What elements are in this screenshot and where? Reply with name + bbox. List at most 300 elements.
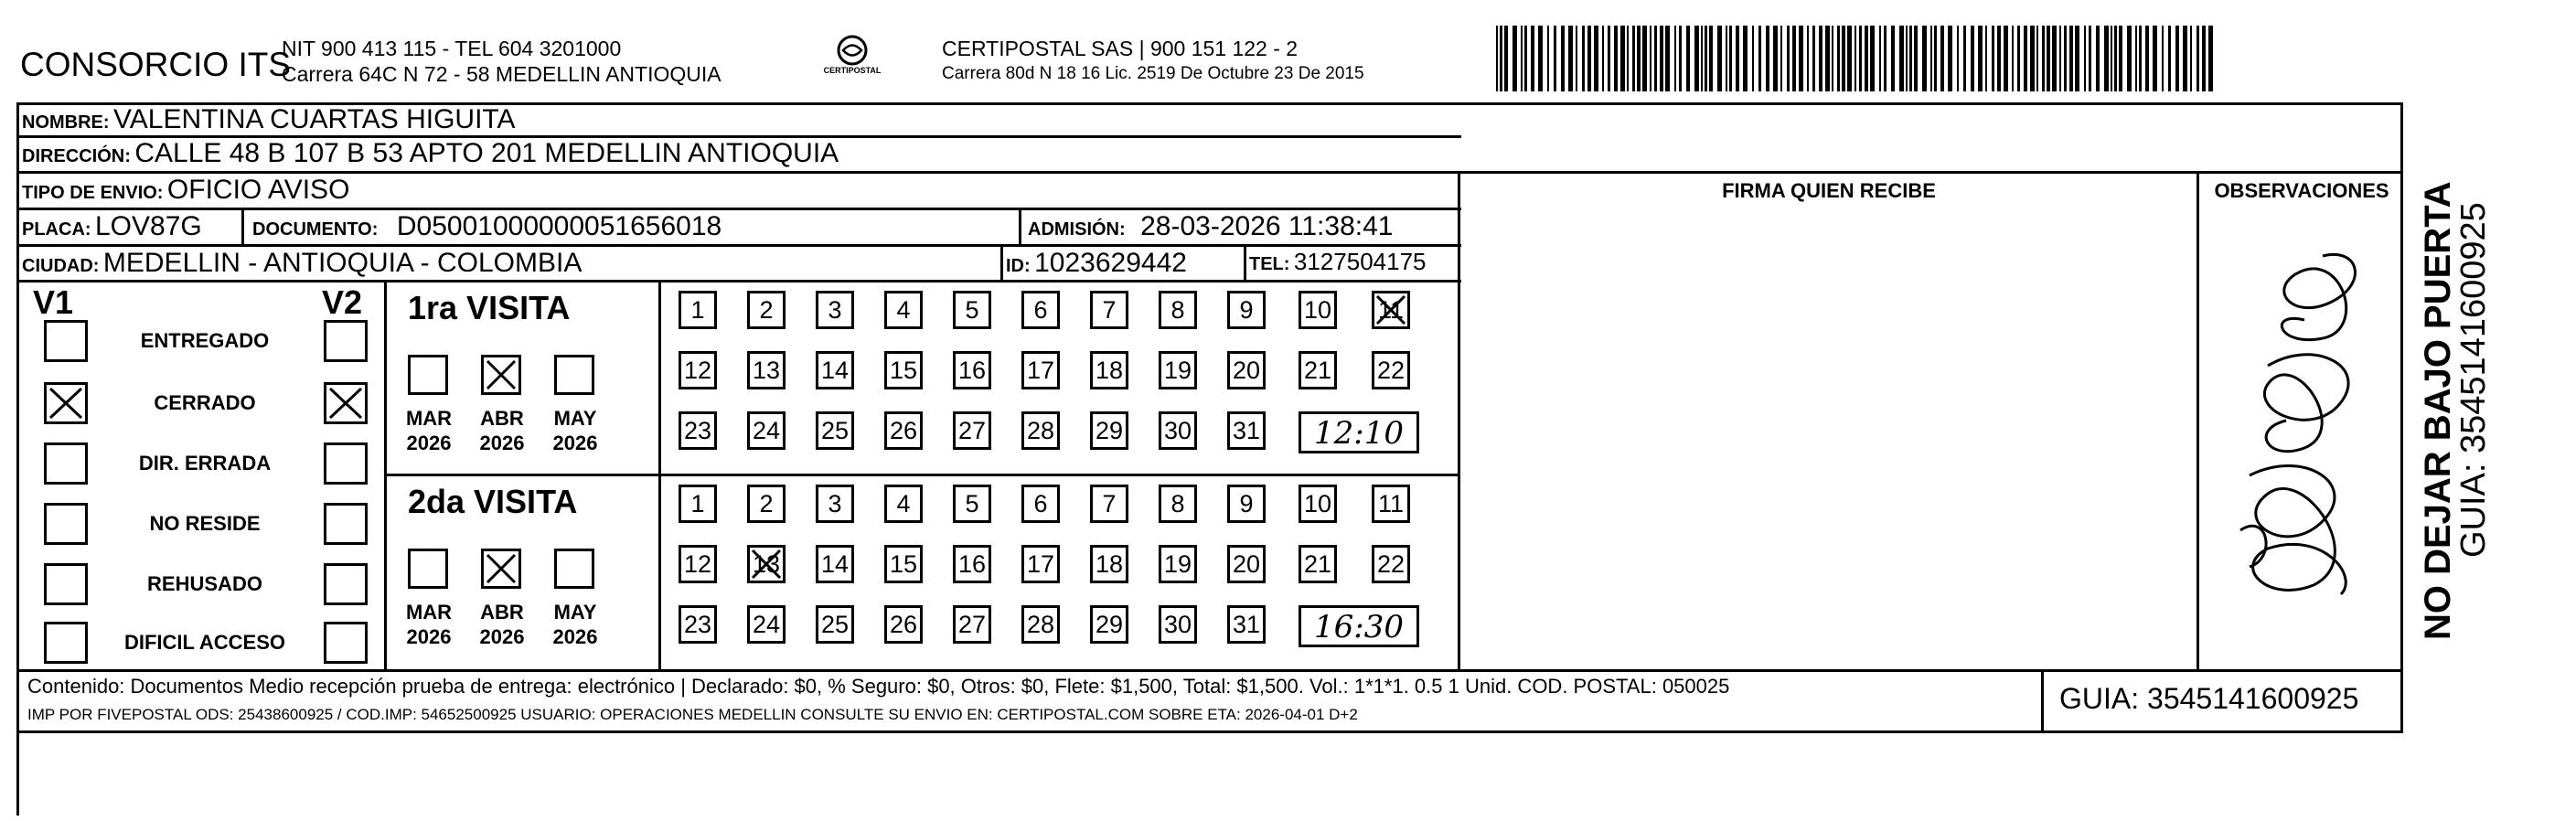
barcode-bar: [2036, 26, 2038, 91]
day-cell[interactable]: [679, 545, 717, 583]
barcode-bar: [1679, 26, 1682, 91]
month-label: [543, 406, 607, 455]
day-number: 28: [1026, 611, 1055, 638]
day-cell[interactable]: [816, 545, 854, 583]
day-cell[interactable]: [679, 411, 717, 450]
barcode-bar: [1686, 26, 1690, 91]
sender-nit-tel: NIT 900 413 115 - TEL 604 3201000: [282, 37, 622, 60]
visit-time-box[interactable]: [1299, 411, 1419, 453]
barcode-bar: [2175, 26, 2179, 91]
day-cell[interactable]: [679, 351, 717, 389]
barcode-bar: [1825, 26, 1830, 91]
day-number: 30: [1163, 611, 1192, 638]
barcode-bar: [1773, 26, 1778, 91]
footer-line2: IMP POR FIVEPOSTAL ODS: 25438600925 / COD.IMP: 54652500925 USUARIO: OPERACIONES MEDELLIN CONSULTE SU ENVIO EN: CERTIPOSTAL.COM SOBRE ETA: 2026-04-01 D+2: [27, 706, 1358, 723]
day-cell[interactable]: [1227, 545, 1266, 583]
barcode-bar: [2017, 26, 2020, 91]
day-cell[interactable]: [816, 351, 854, 389]
day-number: 25: [820, 417, 850, 444]
day-cell[interactable]: [1090, 605, 1128, 644]
status-option-label: ENTREGADO: [140, 329, 270, 352]
v2-checkbox[interactable]: [324, 503, 368, 545]
barcode-bar: [2069, 26, 2073, 91]
month-name: MAR: [405, 601, 453, 624]
barcode-bar: [1812, 26, 1815, 91]
month-label: [397, 600, 461, 649]
day-number: 10: [1303, 490, 1332, 517]
day-number: 20: [1232, 357, 1261, 384]
month-name: ABR: [480, 601, 524, 624]
barcode-bar: [1674, 26, 1676, 91]
day-cell[interactable]: [1299, 291, 1337, 329]
day-cell[interactable]: [1090, 485, 1128, 523]
day-cell[interactable]: [1021, 545, 1060, 583]
day-cell[interactable]: [1159, 605, 1197, 644]
month-label: [470, 406, 534, 455]
day-cell[interactable]: [1372, 485, 1410, 523]
day-cell[interactable]: [1227, 291, 1266, 329]
day-number: 24: [752, 417, 781, 444]
day-cell[interactable]: [679, 291, 717, 329]
barcode-bar: [1819, 26, 1822, 91]
day-cell[interactable]: [1021, 351, 1060, 389]
barcode-bar: [1934, 26, 1937, 91]
visit-title: 1ra VISITA: [408, 289, 571, 326]
barcode-bar: [1705, 26, 1707, 91]
barcode-bar: [2059, 26, 2061, 91]
barcode-bar: [1922, 26, 1927, 91]
barcode-bar: [2208, 26, 2213, 91]
v1-checkbox[interactable]: [44, 320, 88, 362]
month-name: ABR: [480, 407, 524, 430]
day-cell[interactable]: [747, 351, 786, 389]
v2-checkbox[interactable]: [324, 442, 368, 485]
barcode-bar: [1614, 26, 1618, 91]
barcode-bar: [2052, 26, 2057, 91]
barcode-bar: [1940, 26, 1944, 91]
barcode-bar: [2042, 26, 2045, 91]
day-cell[interactable]: [1090, 545, 1128, 583]
day-number: 22: [1376, 550, 1406, 578]
x-mark-icon: [750, 548, 783, 581]
barcode-bar: [1930, 26, 1932, 91]
tipo-envio-label: TIPO DE ENVIO:: [22, 183, 164, 203]
barcode-bar: [1729, 26, 1732, 91]
ciudad-label: CIUDAD:: [22, 256, 100, 276]
side-guia: GUIA: 3545141600925: [2454, 202, 2493, 558]
barcode-bar: [1531, 26, 1534, 91]
day-cell[interactable]: [816, 485, 854, 523]
day-number: 8: [1170, 296, 1185, 324]
month-year: 2026: [552, 625, 598, 648]
status-option-label: DIR. ERRADA: [138, 452, 272, 474]
barcode-bar: [1512, 26, 1517, 91]
day-cell[interactable]: [884, 291, 923, 329]
day-cell[interactable]: [1090, 411, 1128, 450]
day-number: 2: [759, 490, 774, 517]
admision-value: 28-03-2026 11:38:41: [1140, 211, 1394, 241]
day-cell[interactable]: [679, 485, 717, 523]
documento-value: D05001000000051656018: [396, 211, 722, 241]
day-cell[interactable]: [953, 485, 991, 523]
day-number: 15: [889, 550, 918, 578]
day-number: 7: [1102, 490, 1117, 517]
barcode-bar: [2202, 26, 2206, 91]
barcode-bar: [2153, 26, 2157, 91]
day-number: 16: [957, 550, 987, 578]
day-number: 10: [1303, 296, 1332, 324]
day-number: 23: [683, 611, 712, 638]
v1-checkbox[interactable]: [44, 442, 88, 485]
ciudad-value: MEDELLIN - ANTIOQUIA - COLOMBIA: [102, 248, 583, 278]
barcode-bar: [1576, 26, 1577, 91]
day-cell[interactable]: [884, 411, 923, 450]
day-cell[interactable]: [816, 291, 854, 329]
barcode-bar: [1654, 26, 1657, 91]
day-cell[interactable]: [1159, 485, 1197, 523]
day-number: 11: [1377, 296, 1405, 324]
barcode-bar: [1632, 26, 1635, 91]
v1-checkbox[interactable]: [44, 622, 88, 664]
barcode-bar: [1799, 26, 1803, 91]
month-checkbox[interactable]: [481, 355, 521, 395]
month-checkbox[interactable]: [408, 355, 448, 395]
barcode-bar: [1792, 26, 1796, 91]
month-name: MAR: [405, 407, 453, 430]
barcode-bar: [1743, 26, 1748, 91]
day-cell[interactable]: [953, 411, 991, 450]
day-cell[interactable]: [1227, 351, 1266, 389]
day-cell[interactable]: [1372, 291, 1410, 329]
carrier-line2: Carrera 80d N 18 16 Lic. 2519 De Octubre 23 De 2015: [942, 64, 1364, 83]
day-number: 16: [957, 357, 987, 384]
barcode-bar: [1837, 26, 1840, 91]
day-number: 26: [889, 611, 918, 638]
barcode-bar: [1963, 26, 1966, 91]
day-cell[interactable]: [884, 351, 923, 389]
day-number: 23: [683, 417, 712, 444]
barcode-bar: [1884, 26, 1887, 91]
nombre-label: NOMBRE:: [22, 112, 110, 133]
barcode-bar: [1736, 26, 1739, 91]
status-option-label: DIFICIL ACCESO: [123, 631, 285, 654]
day-number: 18: [1095, 550, 1124, 578]
barcode-bar: [1496, 26, 1498, 91]
day-cell[interactable]: [1090, 351, 1128, 389]
barcode-bar: [1500, 26, 1502, 91]
x-mark-icon: [47, 385, 85, 421]
barcode-bar: [1608, 26, 1610, 91]
barcode-bar: [2064, 26, 2067, 91]
barcode-bar: [2004, 26, 2008, 91]
day-number: 24: [752, 611, 781, 638]
day-cell[interactable]: [1227, 605, 1266, 644]
barcode-bar: [1568, 26, 1573, 91]
barcode-bar: [1807, 26, 1809, 91]
footer-guia: GUIA: 3545141600925: [2059, 682, 2359, 715]
month-checkbox[interactable]: [481, 549, 521, 589]
barcode: [1496, 26, 2228, 91]
visit-time-box[interactable]: [1299, 605, 1419, 647]
day-number: 21: [1303, 550, 1332, 578]
day-number: 28: [1026, 417, 1055, 444]
carrier-logo: [816, 35, 889, 90]
status-option-label: NO RESIDE: [149, 512, 261, 535]
sender-address: Carrera 64C N 72 - 58 MEDELLIN ANTIOQUIA: [282, 62, 721, 86]
barcode-bar: [1538, 26, 1543, 91]
day-number: 26: [889, 417, 918, 444]
barcode-bar: [1780, 26, 1782, 91]
barcode-bar: [1547, 26, 1549, 91]
day-number: 12: [683, 550, 712, 578]
day-number: 30: [1163, 417, 1192, 444]
v2-header: V2: [322, 283, 363, 321]
day-cell[interactable]: [747, 605, 786, 644]
footer-line1: Contenido: Documentos Medio recepción prueba de entrega: electrónico | Declarado: $0, % Seguro: $0, Otros: $0, Flete: $1,500, Total: $1,500. Vol.: 1*1*1. 0.5 1 Unid. COD. POSTAL: 050025: [27, 675, 1730, 698]
day-number: 7: [1102, 296, 1117, 324]
barcode-bar: [2030, 26, 2035, 91]
sender-name: CONSORCIO ITS: [20, 46, 292, 83]
barcode-bar: [2139, 26, 2142, 91]
barcode-bar: [1985, 26, 1987, 91]
day-cell[interactable]: [1227, 411, 1266, 450]
admision-label: ADMISIÓN:: [1028, 219, 1126, 240]
day-number: 11: [1377, 490, 1405, 517]
barcode-bar: [2145, 26, 2149, 91]
barcode-bar: [1521, 26, 1523, 91]
barcode-bar: [1561, 26, 1565, 91]
day-number: 6: [1033, 490, 1048, 517]
day-cell[interactable]: [747, 411, 786, 450]
barcode-bar: [2162, 26, 2164, 91]
barcode-bar: [1997, 26, 2001, 91]
v1-checkbox[interactable]: [44, 382, 88, 424]
visit-time: 12:10: [1314, 415, 1404, 452]
barcode-bar: [1554, 26, 1556, 91]
barcode-bar: [1524, 26, 1527, 91]
day-cell[interactable]: [1372, 351, 1410, 389]
barcode-bar: [1971, 26, 1974, 91]
day-number: 8: [1170, 490, 1185, 517]
barcode-bar: [1709, 26, 1713, 91]
v1-checkbox[interactable]: [44, 503, 88, 545]
day-number: 29: [1095, 611, 1124, 638]
barcode-bar: [2075, 26, 2079, 91]
day-cell[interactable]: [747, 291, 786, 329]
day-cell[interactable]: [816, 605, 854, 644]
day-cell[interactable]: [1021, 605, 1060, 644]
day-cell[interactable]: [1159, 351, 1197, 389]
month-year: 2026: [552, 432, 598, 454]
barcode-bar: [2190, 26, 2192, 91]
month-label: [397, 406, 461, 455]
day-number: 14: [820, 550, 850, 578]
day-cell[interactable]: [953, 545, 991, 583]
barcode-bar: [1758, 26, 1761, 91]
day-number: 31: [1232, 611, 1261, 638]
x-mark-icon: [1374, 293, 1407, 326]
barcode-bar: [1701, 26, 1703, 91]
barcode-bar: [1637, 26, 1641, 91]
day-cell[interactable]: [1021, 485, 1060, 523]
day-cell[interactable]: [953, 605, 991, 644]
month-name: MAY: [553, 601, 597, 624]
barcode-bar: [2084, 26, 2086, 91]
barcode-bar: [2104, 26, 2109, 91]
day-number: 13: [752, 357, 781, 384]
month-name: MAY: [553, 407, 597, 430]
day-cell[interactable]: [816, 411, 854, 450]
tel-value: 3127504175: [1293, 248, 1427, 275]
day-number: 22: [1376, 357, 1406, 384]
month-label: [470, 600, 534, 649]
day-cell[interactable]: [884, 485, 923, 523]
observaciones-header: OBSERVACIONES: [2214, 179, 2389, 202]
day-number: 13: [752, 550, 781, 578]
id-value: 1023629442: [1034, 248, 1187, 278]
day-cell[interactable]: [747, 485, 786, 523]
month-year: 2026: [406, 432, 452, 454]
barcode-bar: [1660, 26, 1663, 91]
barcode-bar: [2183, 26, 2187, 91]
carrier-logo-icon: [834, 35, 871, 66]
v2-checkbox[interactable]: [324, 622, 368, 664]
day-number: 5: [965, 296, 979, 324]
day-number: 21: [1303, 357, 1332, 384]
day-number: 5: [965, 490, 979, 517]
barcode-bar: [2197, 26, 2199, 91]
barcode-bar: [1766, 26, 1769, 91]
barcode-bar: [2135, 26, 2137, 91]
id-label: ID:: [1006, 256, 1031, 276]
month-checkbox[interactable]: [408, 549, 448, 589]
day-number: 1: [690, 490, 705, 517]
tel-label: TEL:: [1249, 254, 1290, 274]
month-checkbox[interactable]: [554, 549, 594, 589]
month-label: [543, 600, 607, 649]
day-cell[interactable]: [1227, 485, 1266, 523]
v2-checkbox[interactable]: [324, 320, 368, 362]
barcode-bar: [1906, 26, 1908, 91]
day-number: 27: [957, 611, 987, 638]
day-cell[interactable]: [1159, 411, 1197, 450]
day-number: 20: [1232, 550, 1261, 578]
month-checkbox[interactable]: [554, 355, 594, 395]
day-number: 9: [1239, 490, 1254, 517]
barcode-bar: [1992, 26, 1994, 91]
side-notice: NO DEJAR BAJO PUERTA: [2418, 181, 2458, 640]
barcode-bar: [1620, 26, 1625, 91]
barcode-bar: [1957, 26, 1959, 91]
placa-value: LOV87G: [95, 211, 202, 241]
barcode-bar: [1842, 26, 1845, 91]
barcode-bar: [2024, 26, 2027, 91]
barcode-bar: [1650, 26, 1651, 91]
barcode-bar: [1914, 26, 1918, 91]
barcode-bar: [1855, 26, 1856, 91]
v2-checkbox[interactable]: [324, 563, 368, 605]
day-number: 25: [820, 611, 850, 638]
x-mark-icon: [326, 385, 365, 421]
x-mark-icon: [484, 551, 518, 586]
day-number: 6: [1033, 296, 1048, 324]
day-cell[interactable]: [747, 545, 786, 583]
barcode-bar: [1870, 26, 1875, 91]
barcode-bar: [1752, 26, 1754, 91]
day-number: 15: [889, 357, 918, 384]
status-option-label: CERRADO: [154, 391, 256, 414]
day-cell[interactable]: [679, 605, 717, 644]
status-option-label: REHUSADO: [147, 572, 262, 595]
barcode-bar: [1787, 26, 1790, 91]
day-number: 4: [896, 296, 911, 324]
day-cell[interactable]: [1159, 291, 1197, 329]
day-number: 12: [683, 357, 712, 384]
barcode-bar: [1859, 26, 1862, 91]
day-number: 14: [820, 357, 850, 384]
barcode-bar: [1726, 26, 1727, 91]
barcode-bar: [2111, 26, 2112, 91]
barcode-bar: [1594, 26, 1598, 91]
nombre-value: VALENTINA CUARTAS HIGUITA: [113, 104, 516, 134]
day-cell[interactable]: [953, 291, 991, 329]
barcode-bar: [1865, 26, 1868, 91]
day-cell[interactable]: [884, 545, 923, 583]
v1-checkbox[interactable]: [44, 563, 88, 605]
day-cell[interactable]: [1090, 291, 1128, 329]
barcode-bar: [2096, 26, 2100, 91]
direccion-value: CALLE 48 B 107 B 53 APTO 201 MEDELLIN ANTIOQUIA: [134, 138, 839, 168]
day-number: 3: [828, 490, 842, 517]
day-cell[interactable]: [1021, 291, 1060, 329]
day-cell[interactable]: [953, 351, 991, 389]
day-number: 18: [1095, 357, 1124, 384]
day-cell[interactable]: [1021, 411, 1060, 450]
day-number: 2: [759, 296, 774, 324]
v2-checkbox[interactable]: [324, 382, 368, 424]
v1-header: V1: [33, 283, 74, 321]
barcode-bar: [1899, 26, 1904, 91]
day-cell[interactable]: [1159, 545, 1197, 583]
barcode-bar: [1879, 26, 1881, 91]
day-number: 31: [1232, 417, 1261, 444]
day-number: 1: [690, 296, 705, 324]
barcode-bar: [1978, 26, 1983, 91]
barcode-bar: [1602, 26, 1604, 91]
x-mark-icon: [484, 357, 518, 392]
day-cell[interactable]: [1299, 351, 1337, 389]
day-cell[interactable]: [1299, 485, 1337, 523]
day-number: 17: [1026, 550, 1055, 578]
day-number: 29: [1095, 417, 1124, 444]
barcode-bar: [2012, 26, 2014, 91]
barcode-bar: [2168, 26, 2171, 91]
visit-title: 2da VISITA: [408, 483, 578, 520]
day-number: 9: [1239, 296, 1254, 324]
day-cell[interactable]: [884, 605, 923, 644]
barcode-bar: [1717, 26, 1722, 91]
barcode-bar: [1587, 26, 1591, 91]
placa-label: PLACA:: [22, 219, 91, 240]
day-number: 3: [828, 296, 842, 324]
month-year: 2026: [479, 625, 525, 648]
carrier-line1: CERTIPOSTAL SAS | 900 151 122 - 2: [942, 37, 1299, 60]
barcode-bar: [1627, 26, 1629, 91]
barcode-bar: [1847, 26, 1852, 91]
documento-label: DOCUMENTO:: [252, 219, 379, 240]
day-cell[interactable]: [1372, 545, 1410, 583]
day-cell[interactable]: [1299, 545, 1337, 583]
